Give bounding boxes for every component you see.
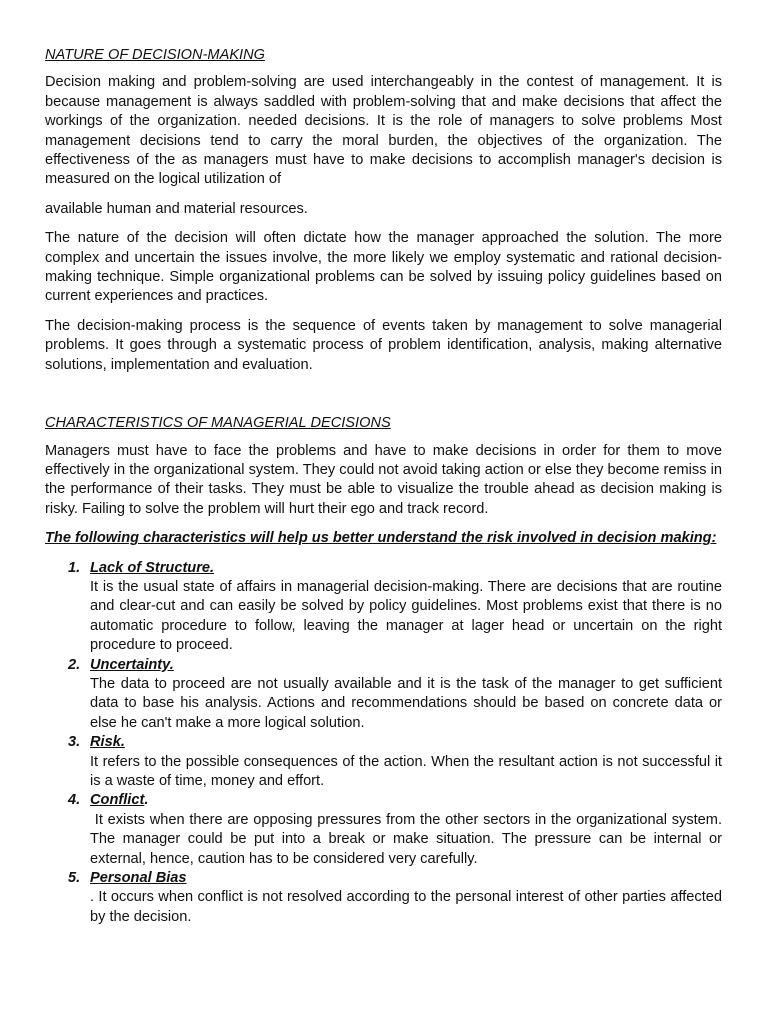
item-title xyxy=(68,869,722,888)
paragraph: available human and material resources. xyxy=(45,200,308,217)
item-number: 2. xyxy=(68,656,81,673)
item-body: . It occurs when conflict is not resolved according to the personal interest of other parties affected by the decision. xyxy=(90,889,722,925)
item-number: 4. xyxy=(68,792,81,809)
item-title xyxy=(68,656,722,675)
item-number: 3. xyxy=(68,734,81,751)
list-item xyxy=(68,733,722,791)
list-item xyxy=(68,869,722,927)
item-title-suffix: . xyxy=(144,792,149,809)
section-title-nature: NATURE OF DECISION-MAKING xyxy=(45,47,266,63)
item-title-text: Uncertainty. xyxy=(90,656,174,673)
list-item xyxy=(68,791,722,869)
item-title-text: Lack of Structure. xyxy=(90,559,215,576)
lead-statement: The following characteristics will help us better understand the risk involved in decision making: xyxy=(45,530,717,547)
item-title-text: Risk. xyxy=(90,734,125,751)
list-item xyxy=(68,656,722,734)
paragraph: The nature of the decision will often dictate how the manager approached the solution. The more complex and uncertain the issues involve, the more likely we employ systematic and rational decision-making technique. Simple organizational problems can be solved by issuing policy guidelines based on current experiences and practices. xyxy=(45,230,722,305)
item-title xyxy=(68,733,722,752)
item-title-text: Conflict xyxy=(90,792,145,809)
item-body: It is the usual state of affairs in managerial decision-making. There are decisions that are routine and clear-cut and can easily be solved by policy guidelines. Most problems exist that there is no automatic procedure to follow, leaving the manager at lager head or uncertain on the right procedure to proceed. xyxy=(90,578,722,654)
item-title xyxy=(68,791,722,810)
item-body: The data to proceed are not usually available and it is the task of the manager to get sufficient data to base his analysis. Actions and recommendations should be based on concrete data or else he can't make a more logical solution. xyxy=(90,675,722,731)
paragraph: Decision making and problem-solving are used interchangeably in the contest of management. It is because management is always saddled with problem-solving that and make decisions that affect the workings of the organization. needed decisions. It is the role of managers to solve problems Most management decisions tend to carry the moral burden, the objectives of the organization. The effectiveness of the as managers must have to make decisions to accomplish manager's decision is measured on the logical utilization of xyxy=(45,74,722,188)
item-title-text: Personal Bias xyxy=(90,870,187,887)
item-body: It exists when there are opposing pressures from the other sectors in the organizational system. The manager could be put into a break or make situation. The pressure can be internal or external, hence, caution has to be considered very carefully. xyxy=(90,811,722,867)
paragraph: The decision-making process is the sequence of events taken by management to solve managerial problems. It goes through a systematic process of problem identification, analysis, making alternative solutions, implementation and evaluation. xyxy=(45,317,722,373)
section-title-characteristics: CHARACTERISTICS OF MANAGERIAL DECISIONS xyxy=(45,415,391,432)
section-spacer xyxy=(45,385,722,414)
item-number: 1. xyxy=(68,559,81,576)
characteristics-list xyxy=(45,559,722,928)
item-body: It refers to the possible consequences of the action. When the resultant action is not successful it is a waste of time, money and effort. xyxy=(90,753,722,789)
list-item xyxy=(68,559,722,656)
item-title xyxy=(68,559,722,578)
item-number: 5. xyxy=(68,870,81,887)
paragraph: Managers must have to face the problems and have to make decisions in order for them to move effectively in the organizational system. They could not avoid taking action or else they become remiss in the performance of their tasks. They must be able to visualize the trouble ahead as decision making is risky. Failing to solve the problem will hurt their ego and track record. xyxy=(45,442,722,517)
